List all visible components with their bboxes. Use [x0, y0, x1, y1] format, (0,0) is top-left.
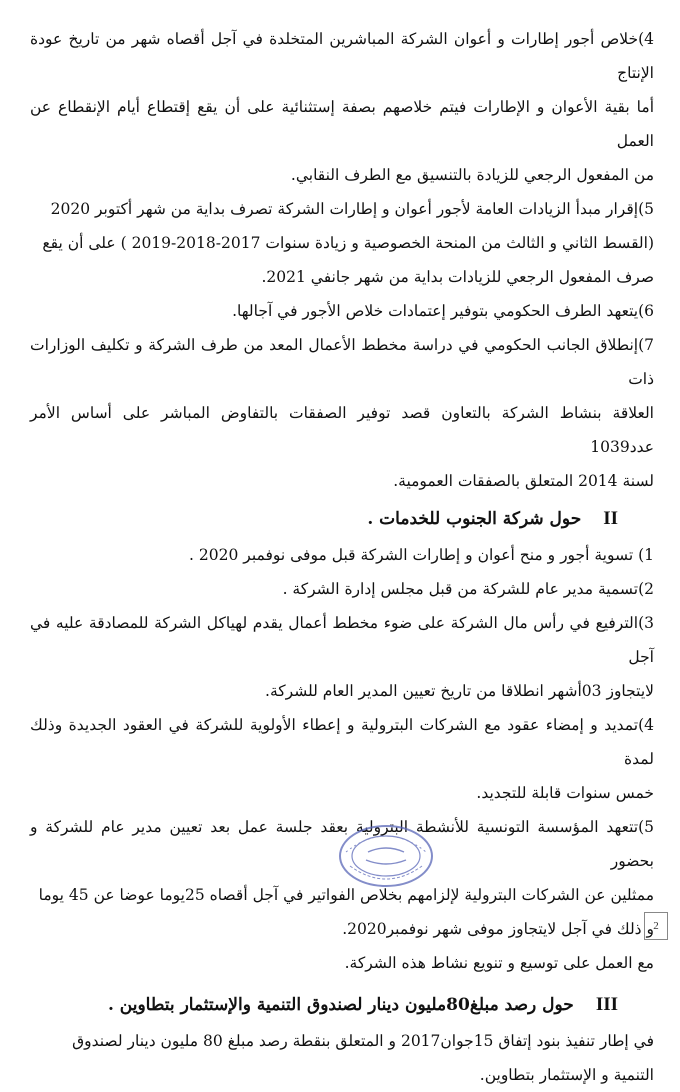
paragraph: صرف المفعول الرجعي للزيادات بداية من شهر جانفي 2021. — [261, 268, 654, 286]
paragraph: 5)إقرار مبدأ الزيادات العامة لأجور أعوان و إطارات الشركة تصرف بداية من شهر أكتوبر 2020 — [50, 200, 654, 218]
paragraph: 3)الترفيع في رأس مال الشركة على ضوء مخطط أعمال يقدم لهياكل الشركة للمصادقة عليه في آجل — [30, 614, 654, 666]
paragraph: خمس سنوات قابلة للتجديد. — [476, 784, 654, 802]
conditions-list-top — [30, 22, 654, 498]
paragraph: في إطار تنفيذ بنود إتفاق 15جوان2017 و المتعلق بنقطة رصد مبلغ 80 مليون دينار لصندوق — [72, 1032, 654, 1050]
paragraph: 5)تتعهد المؤسسة التونسية للأنشطة البترولية بعقد جلسة عمل بعد تعيين مدير عام للشركة و بحضور — [30, 818, 654, 870]
paragraph: 1) تسوية أجور و منح أعوان و إطارات الشركة قبل موفى نوفمبر 2020 . — [189, 546, 654, 564]
conditions-list-bottom — [30, 1024, 654, 1092]
paragraph: لسنة 2014 المتعلق بالصفقات العمومية. — [393, 472, 654, 490]
section-heading-3 — [30, 988, 654, 1022]
paragraph: العلاقة بنشاط الشركة بالتعاون قصد توفير الصفقات بالتفاوض المباشر على أساس الأمر عدد1039 — [30, 404, 654, 456]
paragraph: 4)تمديد و إمضاء عقود مع الشركات البترولية و إعطاء الأولوية للشركة في العقود الجديدة وذلك لمدة — [30, 716, 654, 768]
conditions-list-mid — [30, 538, 654, 980]
section-heading-2 — [30, 502, 654, 536]
paragraph: لايتجاوز 03أشهر انطلاقا من تاريخ تعيين المدير العام للشركة. — [265, 682, 654, 700]
paragraph: أما بقية الأعوان و الإطارات فيتم خلاصهم بصفة إستثنائية على أن يقع إقتطاع أيام الإنقطاع عن العمل — [30, 98, 654, 150]
paragraph: 7)إنطلاق الجانب الحكومي في دراسة مخطط الأعمال المعد من طرف الشركة و تكليف الوزارات ذات — [30, 336, 654, 388]
paragraph: 2)تسمية مدير عام للشركة من قبل مجلس إدارة الشركة . — [282, 580, 654, 598]
paragraph: مع العمل على توسيع و تنويع نشاط هذه الشركة. — [344, 954, 654, 972]
paragraph: (القسط الثاني و الثالث من المنحة الخصوصية و زيادة سنوات 2017-2018-2019 ) على أن يقع — [42, 234, 654, 252]
page-number: 2 — [644, 912, 668, 940]
section-title: حول رصد مبلغ80مليون دينار لصندوق التنمية والإستثمار بتطاوين . — [107, 995, 574, 1015]
section-title: حول شركة الجنوب للخدمات . — [367, 509, 582, 529]
paragraph: 4)خلاص أجور إطارات و أعوان الشركة المباشرين المتخلدة في آجل أقصاه شهر من تاريخ عودة الإنتاج — [30, 30, 654, 82]
paragraph: التنمية و الإستثمار بتطاوين. — [479, 1066, 654, 1084]
paragraph: من المفعول الرجعي للزيادة بالتنسيق مع الطرف النقابي. — [290, 166, 654, 184]
paragraph: ممثلين عن الشركات البترولية لإلزامهم بخلاص الفواتير في آجل أقصاه 25يوما عوضا عن 45 يوما — [38, 886, 654, 904]
paragraph: و ذلك في آجل لايتجاوز موفى شهر نوفمبر2020. — [342, 920, 654, 938]
section-number: III — [595, 994, 618, 1015]
paragraph: 6)يتعهد الطرف الحكومي بتوفير إعتمادات خلاص الأجور في آجالها. — [232, 302, 654, 320]
section-number: II — [603, 508, 618, 529]
official-stamp-icon — [336, 822, 436, 890]
